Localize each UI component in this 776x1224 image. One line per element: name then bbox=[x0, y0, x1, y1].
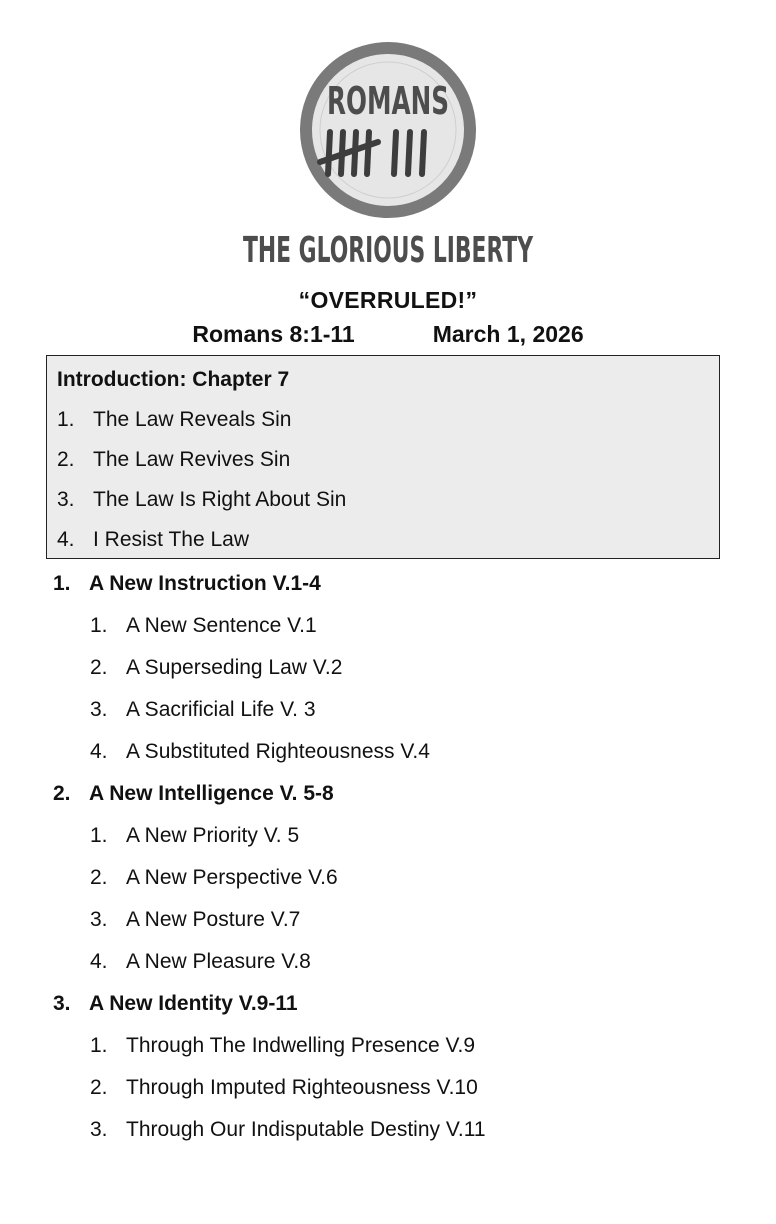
outline-item-text: A New Sentence V.1 bbox=[126, 614, 317, 637]
introduction-box bbox=[46, 355, 720, 559]
outline-item-text: A New Perspective V.6 bbox=[126, 866, 338, 889]
list-number: 2. bbox=[90, 1076, 108, 1099]
list-number: 4. bbox=[90, 950, 108, 973]
section-title: A New Identity V.9-11 bbox=[89, 992, 298, 1015]
list-number: 2. bbox=[90, 866, 108, 889]
list-number: 3. bbox=[57, 488, 75, 511]
list-number: 1. bbox=[90, 1034, 108, 1057]
outline-item bbox=[90, 656, 342, 680]
outline-item-text: A New Priority V. 5 bbox=[126, 824, 300, 847]
section-heading bbox=[53, 572, 321, 596]
intro-item bbox=[57, 408, 291, 432]
outline-item-text: Through Imputed Righteousness V.10 bbox=[126, 1076, 478, 1099]
list-number: 1. bbox=[90, 614, 108, 637]
section-heading bbox=[53, 992, 298, 1016]
list-number: 1. bbox=[53, 572, 71, 595]
list-number: 3. bbox=[90, 908, 108, 931]
intro-item bbox=[57, 488, 346, 512]
list-number: 2. bbox=[57, 448, 75, 471]
outline-item-text: Through The Indwelling Presence V.9 bbox=[126, 1034, 476, 1057]
outline-item-text: A New Posture V.7 bbox=[126, 908, 301, 931]
intro-item bbox=[57, 448, 290, 472]
list-number: 2. bbox=[90, 656, 108, 679]
outline-item bbox=[90, 1034, 475, 1058]
list-number: 2. bbox=[53, 782, 71, 805]
logo-tagline: THE GLORIOUS LIBERTY bbox=[243, 230, 534, 271]
logo-graphic bbox=[228, 36, 548, 276]
outline-item-text: A Sacrificial Life V. 3 bbox=[126, 698, 316, 721]
outline-item bbox=[90, 866, 338, 890]
list-number: 4. bbox=[90, 740, 108, 763]
outline-item bbox=[90, 1118, 486, 1142]
scripture-reference: Romans 8:1-11 bbox=[192, 321, 355, 347]
intro-item bbox=[57, 528, 249, 552]
section-title: A New Instruction V.1-4 bbox=[89, 572, 321, 595]
outline-item bbox=[90, 740, 430, 764]
list-number: 1. bbox=[57, 408, 75, 431]
list-number: 3. bbox=[90, 698, 108, 721]
sermon-date: March 1, 2026 bbox=[432, 321, 584, 347]
list-number: 4. bbox=[57, 528, 75, 551]
intro-item-text: The Law Reveals Sin bbox=[93, 408, 292, 431]
section-heading bbox=[53, 782, 334, 806]
sermon-title: “OVERRULED!” bbox=[298, 287, 478, 313]
sermon-meta bbox=[0, 321, 776, 348]
logo-word: ROMANS bbox=[327, 79, 449, 123]
outline-item bbox=[90, 1076, 478, 1100]
outline-item bbox=[90, 698, 316, 722]
list-number: 1. bbox=[90, 824, 108, 847]
list-number: 3. bbox=[90, 1118, 108, 1141]
outline-item bbox=[90, 908, 300, 932]
outline-item-text: A New Pleasure V.8 bbox=[126, 950, 311, 973]
intro-item-text: The Law Is Right About Sin bbox=[93, 488, 347, 511]
intro-item-text: I Resist The Law bbox=[93, 528, 250, 551]
intro-item-text: The Law Revives Sin bbox=[93, 448, 291, 471]
list-number: 3. bbox=[53, 992, 71, 1015]
outline-item bbox=[90, 950, 311, 974]
outline-item-text: Through Our Indisputable Destiny V.11 bbox=[126, 1118, 486, 1141]
outline-item bbox=[90, 614, 317, 638]
series-logo bbox=[0, 36, 776, 276]
intro-heading: Introduction: Chapter 7 bbox=[57, 368, 290, 391]
outline-item bbox=[90, 824, 299, 848]
outline-item-text: A Superseding Law V.2 bbox=[126, 656, 343, 679]
section-title: A New Intelligence V. 5-8 bbox=[89, 782, 334, 805]
outline-item-text: A Substituted Righteousness V.4 bbox=[126, 740, 430, 763]
